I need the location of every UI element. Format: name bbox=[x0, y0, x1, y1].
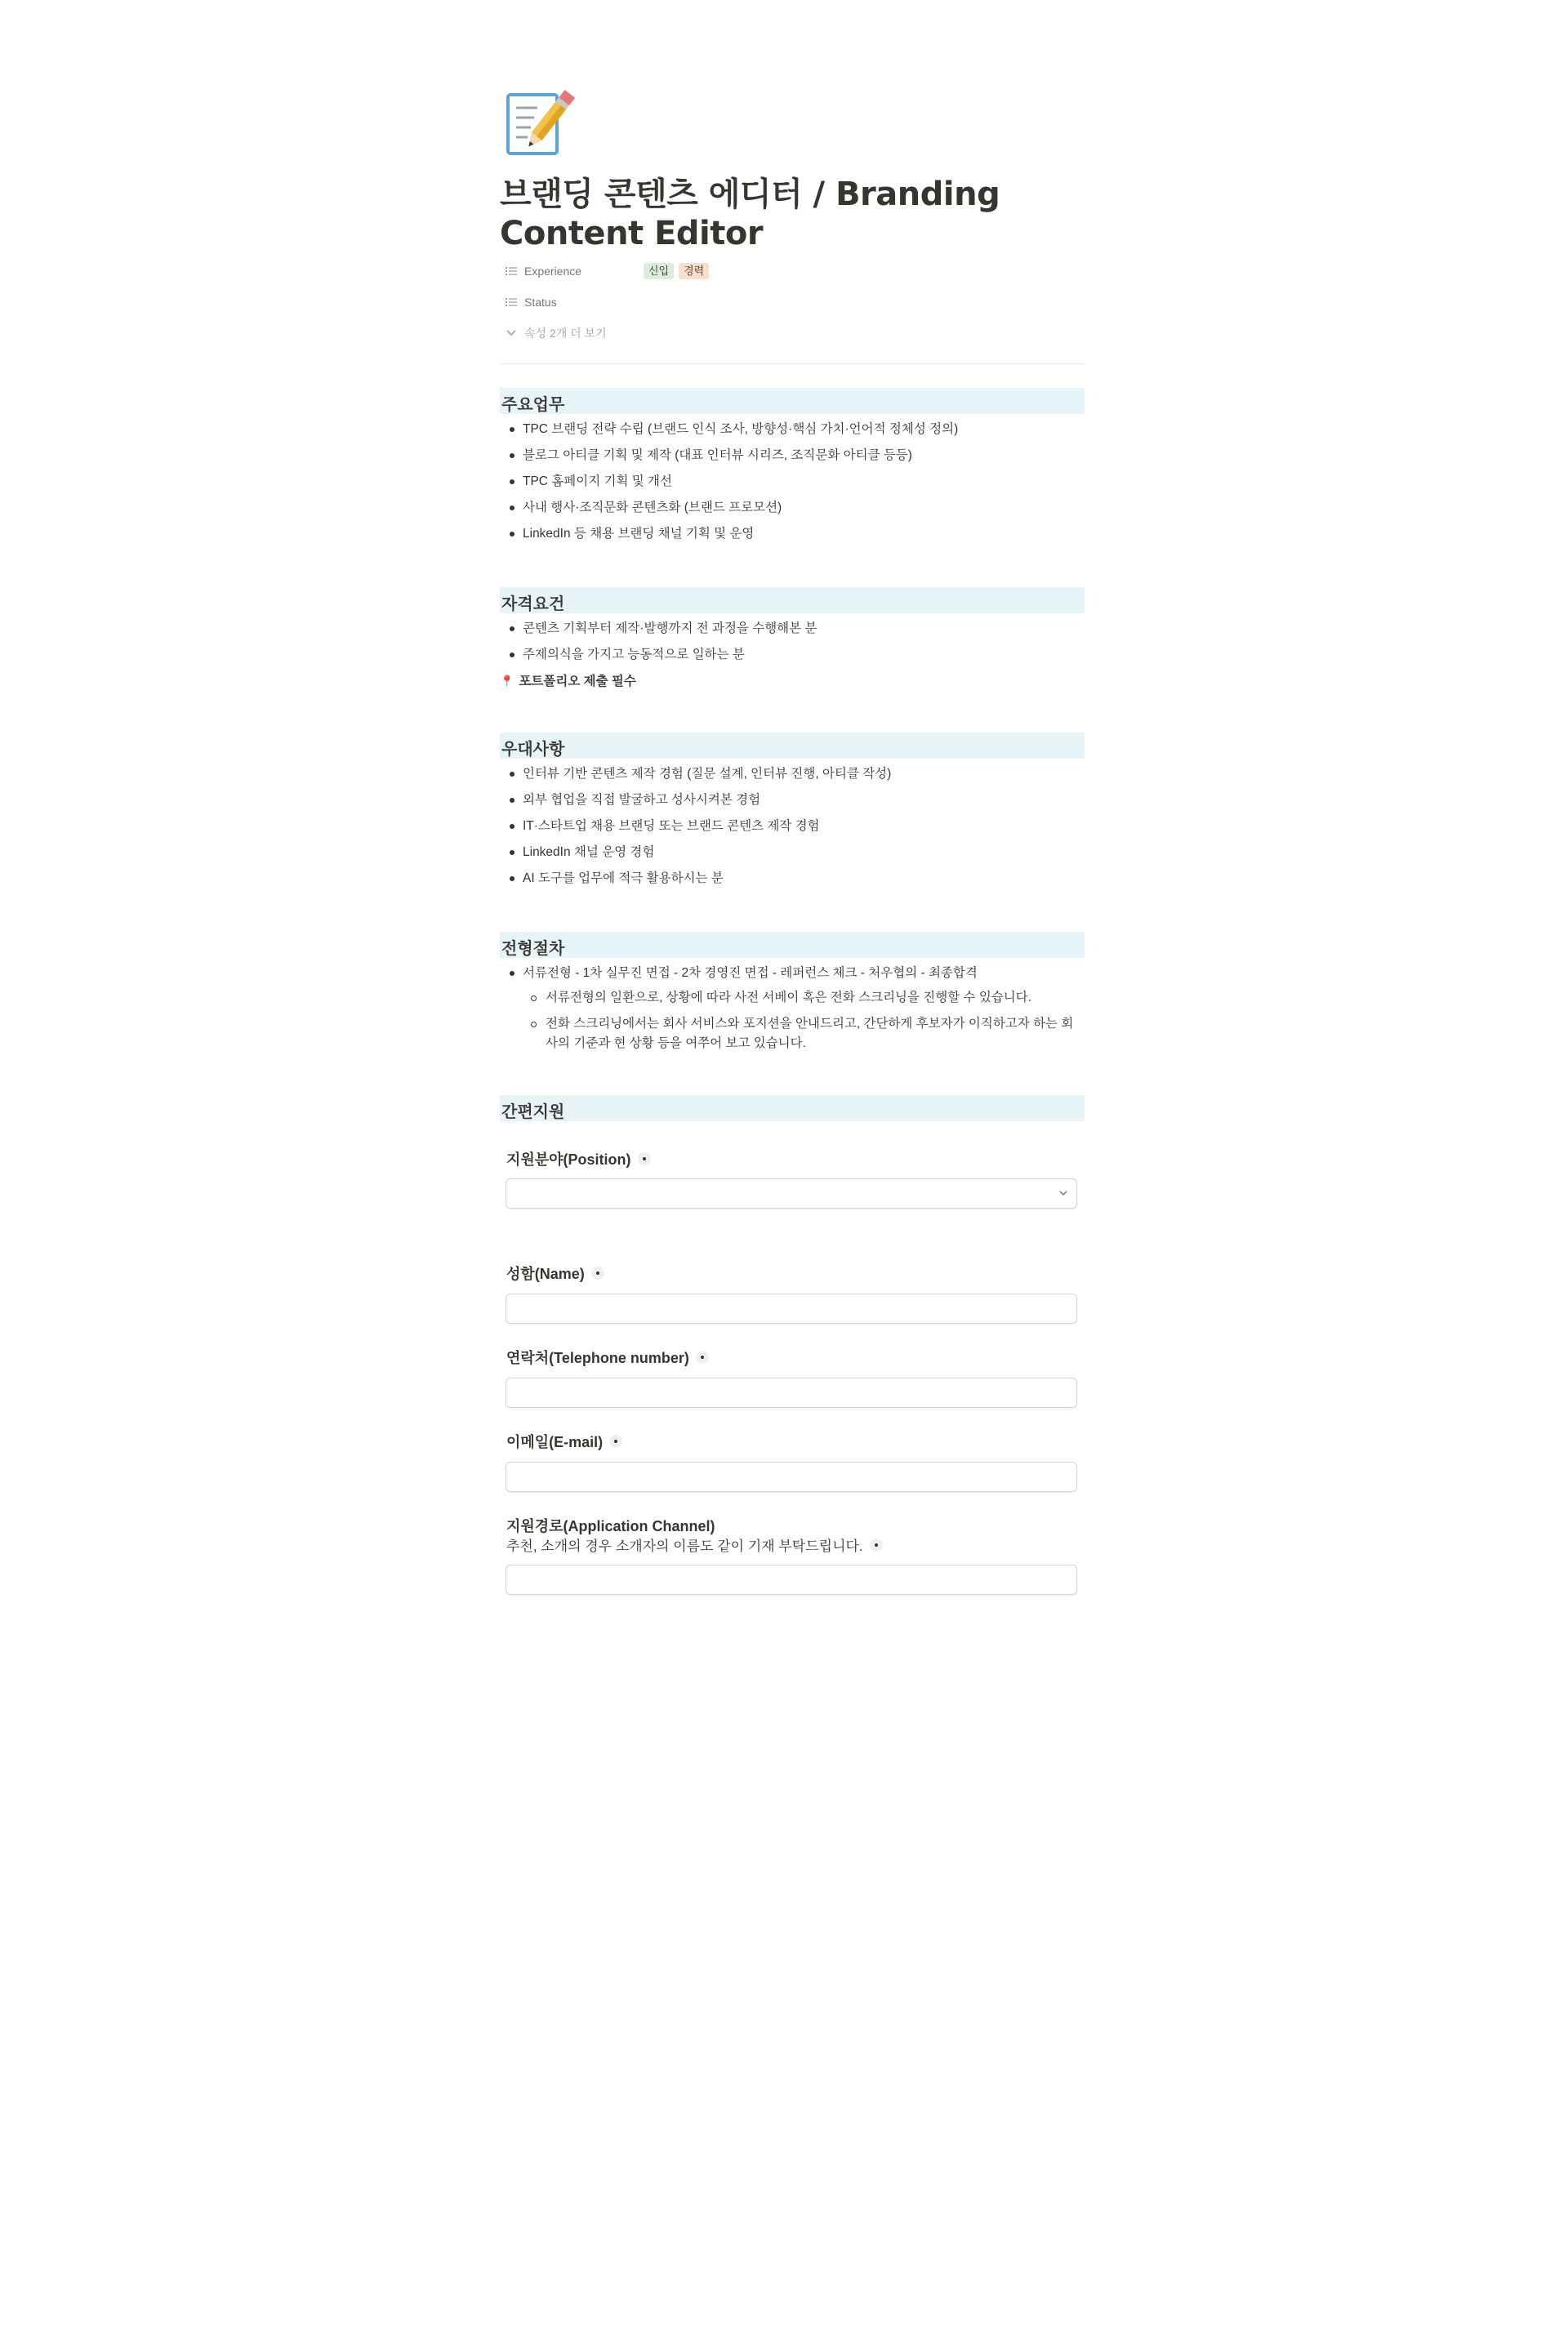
list-item: LinkedIn 등 채용 브랜딩 채널 기획 및 운영 bbox=[500, 521, 1085, 547]
divider bbox=[500, 363, 1085, 364]
list-item: 주제의식을 가지고 능동적으로 일하는 분 bbox=[500, 642, 1085, 668]
list-item: 콘텐츠 기획부터 제작·발행까지 전 과정을 수행해본 분 bbox=[500, 616, 1085, 642]
page-title[interactable]: 브랜딩 콘텐츠 에디터 / Branding Content Editor bbox=[500, 176, 1000, 252]
memo-pencil-icon bbox=[500, 82, 578, 160]
list-item: IT·스타트업 채용 브랜딩 또는 브랜드 콘텐츠 제작 경험 bbox=[500, 813, 1085, 839]
note-text: 포트폴리오 제출 필수 bbox=[519, 675, 636, 688]
tag-experienced: 경력 bbox=[679, 263, 709, 279]
tag-new: 신입 bbox=[644, 263, 674, 279]
name-label-text: 성함(Name) bbox=[506, 1266, 585, 1282]
more-properties-label: 속성 2개 더 보기 bbox=[524, 327, 607, 340]
process-list bbox=[500, 960, 1085, 1060]
list-item: 사내 행사·조직문화 콘텐츠화 (브랜드 프로모션) bbox=[500, 495, 1085, 521]
heading-text: 간편지원 bbox=[501, 1102, 565, 1121]
required-icon bbox=[609, 1435, 622, 1448]
portfolio-note bbox=[500, 668, 1085, 695]
heading-process bbox=[500, 932, 1085, 958]
heading-text: 주요업무 bbox=[501, 394, 565, 414]
heading-text: 자격요건 bbox=[501, 594, 565, 613]
requirements-list bbox=[500, 616, 1085, 695]
phone-input[interactable] bbox=[506, 1378, 1077, 1408]
preferred-list bbox=[500, 761, 1085, 892]
position-label bbox=[506, 1148, 651, 1169]
list-icon bbox=[505, 296, 518, 309]
more-properties-toggle[interactable] bbox=[500, 320, 607, 346]
pin-icon: 📍 bbox=[500, 675, 514, 688]
list-item: TPC 홈페이지 기획 및 개선 bbox=[500, 469, 1085, 495]
channel-label bbox=[506, 1515, 715, 1536]
list-item: 블로그 아티클 기획 및 제작 (대표 인터뷰 시리즈, 조직문화 아티클 등등) bbox=[500, 443, 1085, 469]
heading-preferred bbox=[500, 733, 1085, 759]
channel-label-text: 지원경로(Application Channel) bbox=[506, 1518, 715, 1534]
channel-description-text: 추천, 소개의 경우 소개자의 이름도 같이 기재 부탁드립니다. bbox=[506, 1539, 863, 1554]
position-select[interactable] bbox=[506, 1178, 1077, 1209]
list-item: LinkedIn 채널 운영 경험 bbox=[500, 839, 1085, 866]
chevron-down-icon bbox=[1058, 1188, 1068, 1198]
email-input[interactable] bbox=[506, 1462, 1077, 1492]
heading-text: 우대사항 bbox=[501, 739, 565, 759]
property-name: Experience bbox=[524, 265, 582, 278]
email-label-text: 이메일(E-mail) bbox=[506, 1434, 604, 1450]
phone-label-text: 연락처(Telephone number) bbox=[506, 1350, 689, 1366]
list-item: TPC 브랜딩 전략 수립 (브랜드 인식 조사, 방향성·핵심 가치·언어적 정체성 정의) bbox=[500, 416, 1085, 443]
heading-text: 전형절차 bbox=[501, 938, 565, 958]
required-icon bbox=[638, 1152, 651, 1165]
chevron-down-icon bbox=[505, 327, 518, 340]
duties-list bbox=[500, 416, 1085, 547]
required-icon bbox=[696, 1351, 709, 1364]
name-label bbox=[506, 1263, 604, 1284]
property-name: Status bbox=[524, 296, 557, 309]
sub-list-item: 서류전형의 일환으로, 상황에 따라 사전 서베이 혹은 전화 스크리닝을 진행할 수 있습니다. bbox=[500, 988, 1085, 1008]
list-item: 외부 협업을 직접 발굴하고 성사시켜본 경험 bbox=[500, 787, 1085, 813]
position-label-text: 지원분야(Position) bbox=[506, 1151, 631, 1168]
property-status[interactable] bbox=[500, 289, 644, 315]
channel-input[interactable] bbox=[506, 1565, 1077, 1595]
list-item: 서류전형 - 1차 실무진 면접 - 2차 경영진 면접 - 레퍼런스 체크 - 처우협의 - 최종합격 bbox=[500, 960, 1085, 986]
required-icon bbox=[591, 1267, 604, 1280]
email-label bbox=[506, 1431, 622, 1452]
list-item: AI 도구를 업무에 적극 활용하시는 분 bbox=[500, 866, 1085, 892]
name-input[interactable] bbox=[506, 1294, 1077, 1324]
sub-list-item: 전화 스크리닝에서는 회사 서비스와 포지션을 안내드리고, 간단하게 후보자가 이직하고자 하는 회사의 기준과 현 상황 등을 여쭈어 보고 있습니다. bbox=[500, 1014, 1085, 1053]
property-experience[interactable] bbox=[500, 258, 714, 284]
required-icon bbox=[870, 1539, 883, 1552]
heading-duties bbox=[500, 388, 1085, 414]
heading-apply bbox=[500, 1095, 1085, 1121]
heading-requirements bbox=[500, 587, 1085, 613]
phone-label bbox=[506, 1347, 709, 1368]
list-item: 인터뷰 기반 콘텐츠 제작 경험 (질문 설계, 인터뷰 진행, 아티클 작성) bbox=[500, 761, 1085, 787]
list-icon bbox=[505, 265, 518, 278]
channel-description bbox=[506, 1534, 883, 1555]
